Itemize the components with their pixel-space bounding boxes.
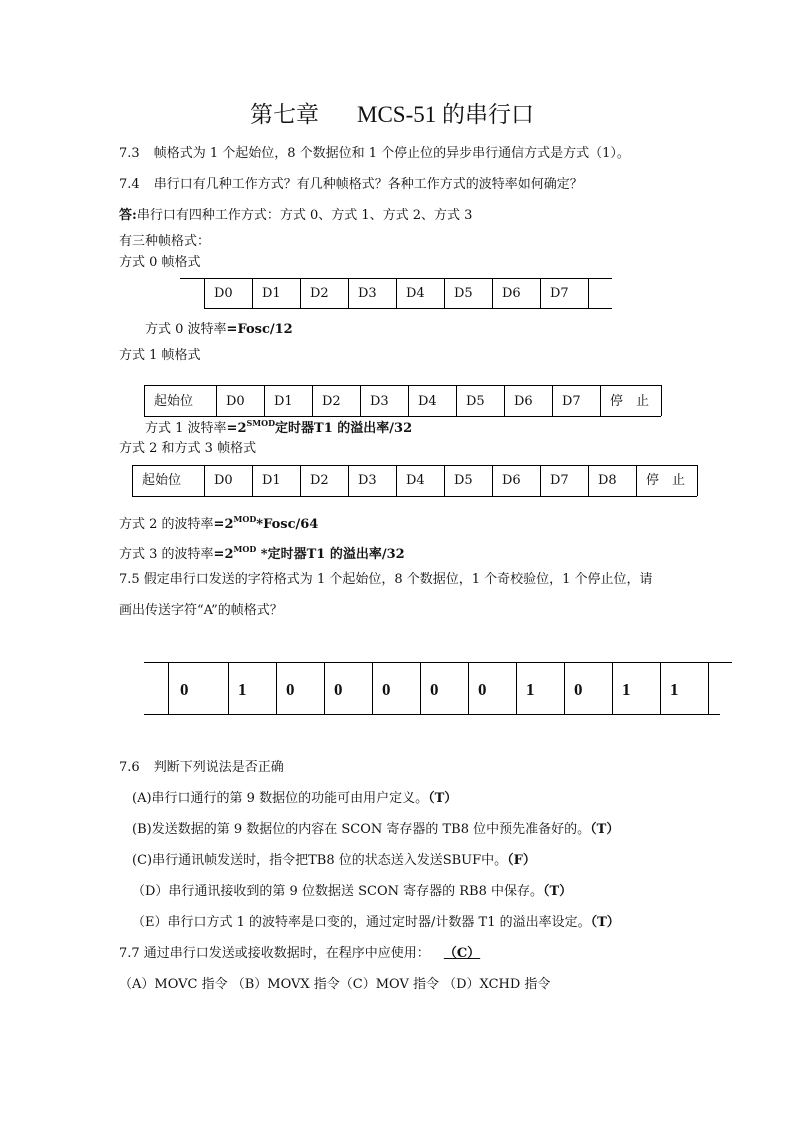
mode23-cell: 起始位 — [142, 473, 182, 488]
page-title — [250, 101, 534, 129]
question-7-7 — [119, 946, 486, 962]
judge-text: (A)串行口通行的第 9 数据位的功能可由用户定义。 — [132, 791, 429, 806]
bit-cell: 0 — [286, 680, 295, 699]
mode23-cell: D7 — [550, 473, 569, 488]
baud-formula: =2 — [226, 421, 247, 436]
question-7-5-line2: 画出传送字符“A”的帧格式？ — [119, 603, 283, 618]
baud-formula-rest: 定时器T1 的溢出率/32 — [275, 421, 413, 436]
mode23-cell: D2 — [310, 473, 329, 488]
bit-cell: 1 — [526, 680, 535, 699]
judge-answer: （T） — [543, 884, 573, 899]
bit-cell: 0 — [180, 680, 189, 699]
judge-answer: （T） — [590, 915, 620, 930]
question-7-3 — [119, 146, 630, 162]
question-7-4 — [119, 177, 583, 193]
mode23-label: 方式 2 和方式 3 帧格式 — [119, 441, 257, 456]
mode0-label: 方式 0 帧格式 — [119, 255, 201, 270]
question-7-5-line1: 7.5 假定串行口发送的字符格式为 1 个起始位，8 个数据位，1 个奇校验位，1 个停止位，请 — [119, 572, 653, 587]
judge-answer: （T） — [590, 822, 620, 837]
mode23-cell: D6 — [502, 473, 521, 488]
question-text: 判断下列说法是否正确 — [153, 760, 284, 775]
baud-text: 方式 0 波特率 — [145, 322, 227, 337]
mode0-cell: D7 — [550, 286, 569, 301]
bit-cell: 0 — [430, 680, 439, 699]
baud-text: 方式 1 波特率 — [145, 421, 227, 436]
question-7-6 — [119, 760, 284, 776]
mode23-cell: D5 — [454, 473, 473, 488]
mode1-label: 方式 1 帧格式 — [119, 348, 201, 363]
chapter-number: 第七章 — [250, 102, 319, 128]
mode1-cell: 停 止 — [610, 394, 650, 409]
mode23-cell: D3 — [358, 473, 377, 488]
question-text: 串行口有几种工作方式？有几种帧格式？各种工作方式的波特率如何确定？ — [153, 177, 583, 192]
mode1-cell: D6 — [514, 394, 533, 409]
judge-text: (B)发送数据的第 9 数据位的内容在 SCON 寄存器的 TB8 位中预先准备好的。 — [132, 822, 591, 837]
baud-exponent: SMOD — [246, 418, 276, 428]
mode0-cell: D3 — [358, 286, 377, 301]
baud-formula-rest: *Fosc/64 — [256, 517, 319, 532]
mode1-cell: D0 — [226, 394, 245, 409]
mode0-cell: D1 — [262, 286, 281, 301]
bit-cell: 1 — [670, 680, 679, 699]
frames-intro: 有三种帧格式： — [119, 234, 211, 249]
mode23-cell: 停 止 — [646, 473, 686, 488]
baud-formula: =Fosc/12 — [226, 322, 293, 337]
mode1-cell: D2 — [322, 394, 341, 409]
question-number: 7.6 — [119, 760, 140, 775]
baud-exponent: MOD — [233, 544, 257, 554]
answer-text: 串行口有四种工作方式：方式 0、方式 1、方式 2、方式 3 — [136, 208, 473, 223]
answer-label: 答: — [119, 208, 137, 223]
mode0-cell: D5 — [454, 286, 473, 301]
question-number: 7.3 — [119, 146, 140, 161]
judge-answer: （F） — [507, 853, 536, 868]
question-text: 帧格式为 1 个起始位，8 个数据位和 1 个停止位的异步串行通信方式是方式（1）。 — [153, 146, 630, 161]
mode1-cell: D1 — [274, 394, 293, 409]
question-7-7-options: （A）MOVC 指令 （B）MOVX 指令（C）MOV 指令 （D）XCHD 指令 — [119, 977, 551, 992]
bit-cell: 1 — [622, 680, 631, 699]
baud-exponent: MOD — [233, 514, 257, 524]
bit-cell: 0 — [382, 680, 391, 699]
mode1-cell: D4 — [418, 394, 437, 409]
mode0-cell: D6 — [502, 286, 521, 301]
mode1-baud — [145, 415, 412, 437]
question-number: 7.4 — [119, 177, 140, 192]
mode0-baud — [145, 322, 293, 338]
mode0-cell: D2 — [310, 286, 329, 301]
mode2-baud — [119, 511, 318, 533]
mode23-cell: D4 — [406, 473, 425, 488]
bit-cell: 0 — [478, 680, 487, 699]
mode1-cell: D7 — [562, 394, 581, 409]
mode3-baud — [119, 541, 405, 563]
bit-cell: 0 — [574, 680, 583, 699]
mode23-cell: D1 — [262, 473, 281, 488]
baud-formula-rest: *定时器T1 的溢出率/32 — [256, 547, 405, 562]
chapter-name: MCS-51 的串行口 — [357, 102, 534, 127]
baud-formula: =2 — [213, 547, 234, 562]
mode1-cell: 起始位 — [154, 394, 194, 409]
baud-text: 方式 3 的波特率 — [119, 547, 214, 562]
mode23-cell: D0 — [214, 473, 233, 488]
mode1-cell: D3 — [370, 394, 389, 409]
baud-text: 方式 2 的波特率 — [119, 517, 214, 532]
mode1-cell: D5 — [466, 394, 485, 409]
mode0-cell: D4 — [406, 286, 425, 301]
judge-text: （D）串行通讯接收到的第 9 位数据送 SCON 寄存器的 RB8 中保存。 — [132, 884, 543, 899]
judge-item-c — [132, 853, 536, 869]
mode0-cell: D0 — [214, 286, 233, 301]
question-text: 7.7 通过串行口发送或接收数据时，在程序中应使用： — [119, 946, 430, 961]
judge-item-b — [132, 822, 619, 838]
judge-text: (C)串行通讯帧发送时，指令把TB8 位的状态送入发送SBUF中。 — [132, 853, 508, 868]
mode23-cell: D8 — [598, 473, 617, 488]
question-answer: （C） — [443, 946, 481, 961]
judge-item-d — [132, 884, 572, 900]
baud-formula: =2 — [213, 517, 234, 532]
judge-item-e — [132, 915, 620, 931]
judge-answer: （T） — [428, 791, 458, 806]
bit-cell: 0 — [334, 680, 343, 699]
judge-item-a — [132, 791, 457, 807]
answer-line — [119, 208, 472, 224]
judge-text: （E）串行口方式 1 的波特率是口变的，通过定时器/计数器 T1 的溢出率设定。 — [132, 915, 591, 930]
bit-cell: 1 — [238, 680, 247, 699]
